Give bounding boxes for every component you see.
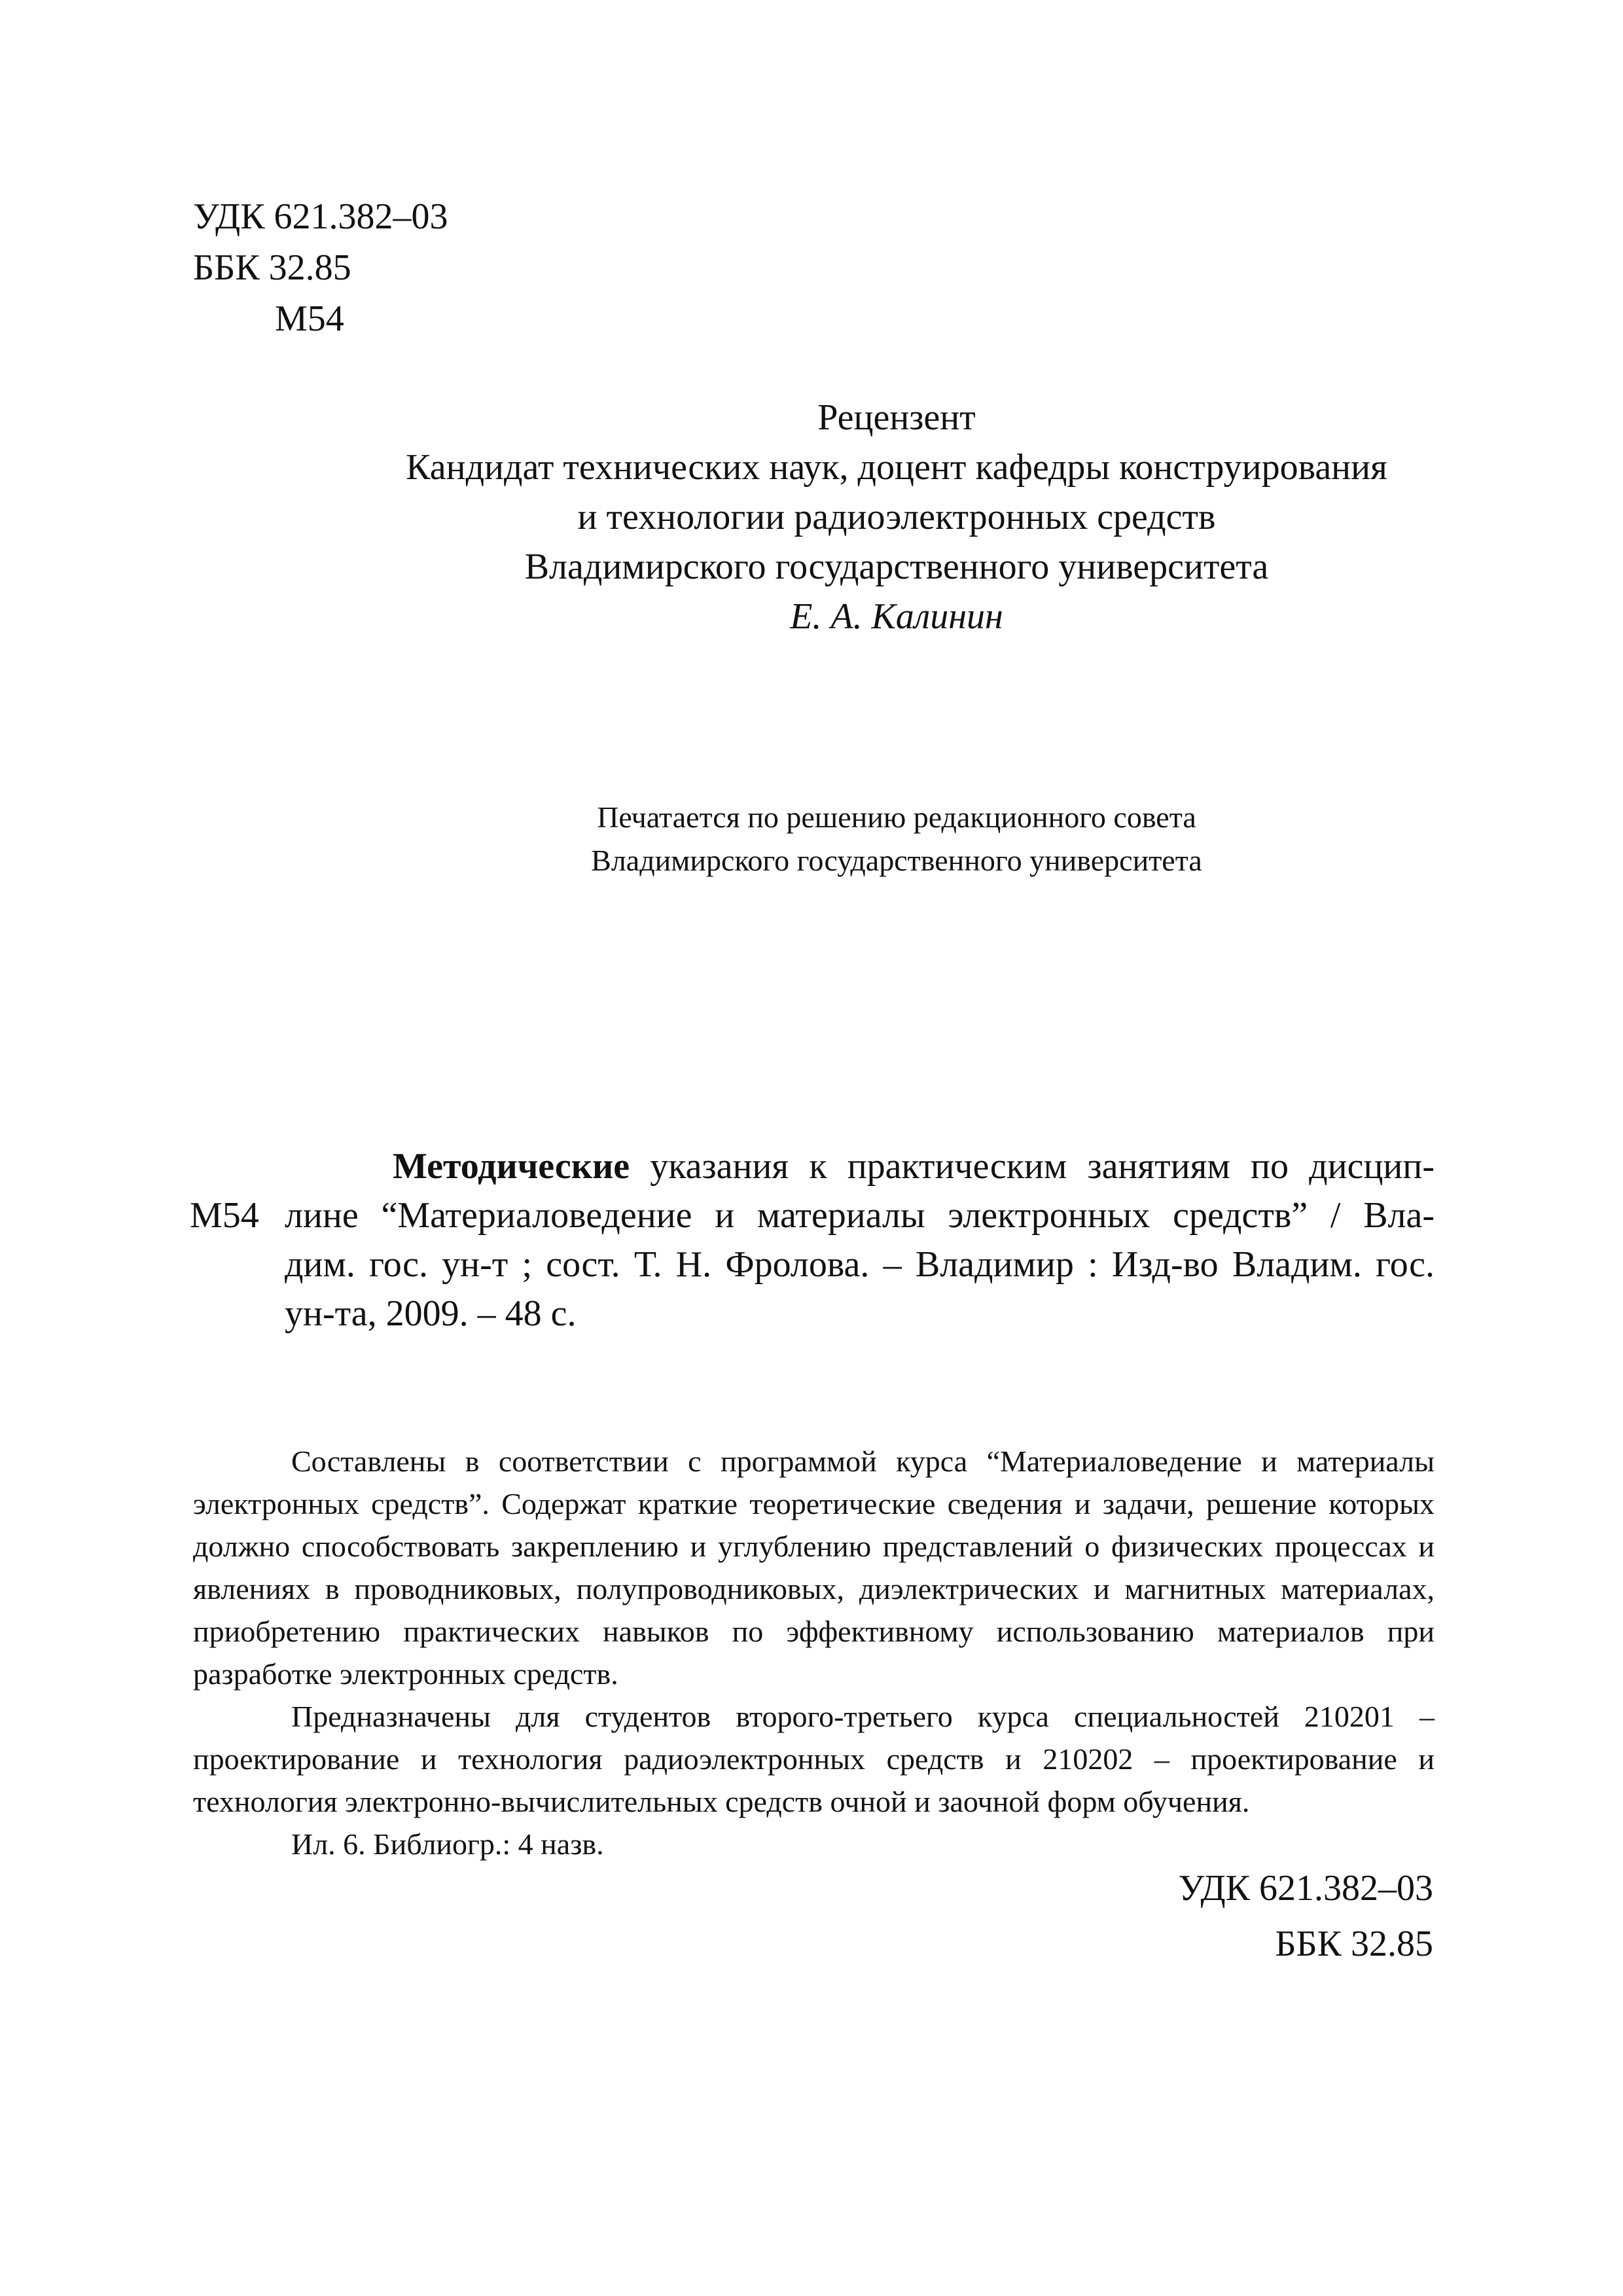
decision-line: Владимирского государственного университета (591, 844, 1202, 877)
biblio-line-1-rest: указания к практическим занятиям по дисцип- (630, 1146, 1435, 1187)
annotation-paragraph: Составлены в соответствии с программой курса “Материаловедение и материалы электронных средств”. Содержат краткие теоретические сведения и задачи, решение которых должно способствовать закреплению и углублению представлений о физических процессах и явлениях в проводниковых, полупроводниковых, диэлектрических и магнитных материалах, приобретению практических навыков по эффективному использованию материалов при разработке электронных средств. (193, 1444, 1435, 1691)
biblio-title-bold: Методические (393, 1146, 630, 1187)
decision-line: Печатается по решению редакционного совета (597, 800, 1196, 834)
footer-udk: УДК 621.382–03 (1178, 1868, 1433, 1909)
reviewer-line: Кандидат технических наук, доцент кафедры конструирования (406, 447, 1387, 488)
biblio-line-3: дим. гос. ун-т ; сост. Т. Н. Фролова. – Владимир : Изд-во Владим. гос. (285, 1244, 1435, 1285)
udk-code: УДК 621.382–03 (193, 196, 448, 237)
reviewer-heading: Рецензент (817, 397, 976, 438)
author-mark: М54 (275, 298, 344, 339)
biblio-author-mark: М54 (190, 1195, 259, 1236)
reviewer-block (183, 393, 1610, 641)
reviewer-line: Владимирского государственного университета (524, 547, 1269, 587)
annotation-paragraph: Предназначены для студентов второго-третьего курса специальностей 210201 – проектирование и технология радиоэлектронных средств и 210202 – проектирование и технология электронно-вычислительных средств очной и заочной форм обучения. (193, 1700, 1435, 1818)
footer-bbk: ББК 32.85 (1275, 1924, 1433, 1964)
reviewer-line: и технологии радиоэлектронных средств (577, 497, 1216, 537)
biblio-line-1 (285, 1142, 1435, 1191)
print-decision (183, 796, 1610, 882)
bibliographic-entry (285, 1142, 1435, 1338)
reviewer-name: Е. А. Калинин (790, 596, 1003, 637)
biblio-line-2: лине “Материаловедение и материалы электронных средств” / Вла- (285, 1195, 1435, 1236)
footer-codes (1178, 1861, 1433, 1972)
bbk-code: ББК 32.85 (193, 247, 351, 288)
annotation (193, 1440, 1435, 1865)
classification-block (193, 191, 448, 344)
biblio-line-4: ун-та, 2009. – 48 с. (285, 1293, 577, 1334)
annotation-paragraph: Ил. 6. Библиогр.: 4 назв. (291, 1827, 604, 1861)
